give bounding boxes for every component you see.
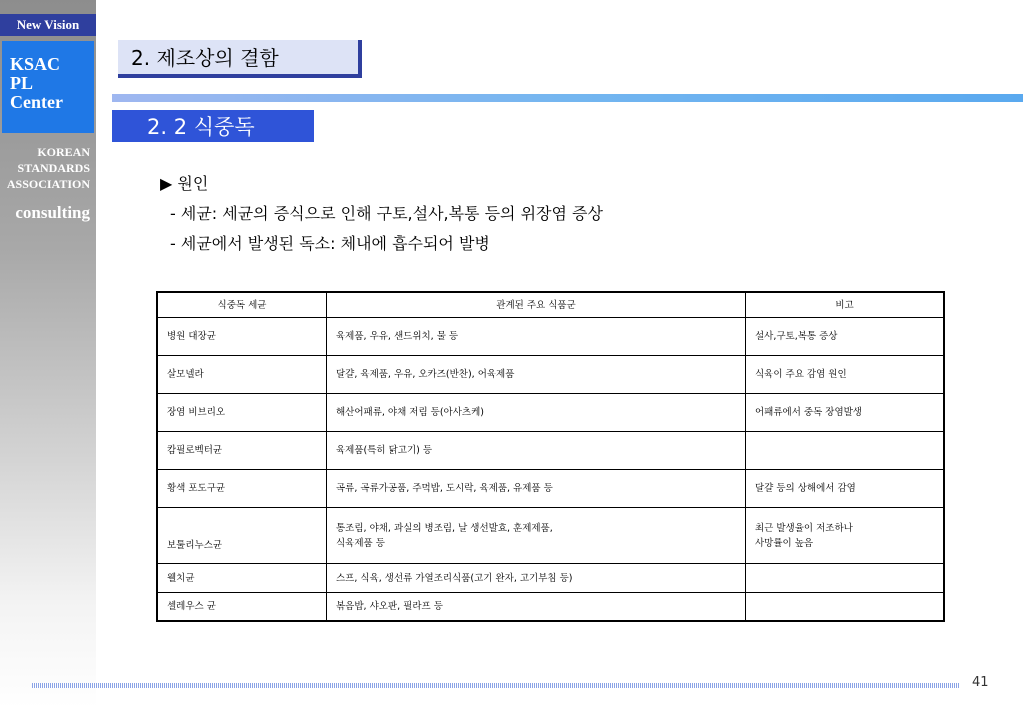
- korean-line-3: ASSOCIATION: [6, 177, 90, 191]
- table-row: [157, 432, 944, 470]
- cell-notes: 식육이 주요 감염 원인: [746, 356, 945, 394]
- cell-foods: [327, 508, 746, 564]
- header-divider-bar: [112, 94, 1023, 102]
- korean-line-1: KOREAN: [37, 145, 90, 159]
- table-row: [157, 508, 944, 564]
- ksac-line-1: KSAC: [10, 54, 61, 74]
- section-subtitle: 2. 2 식중독: [147, 115, 255, 139]
- cell-notes-line-2: 사망률이 높음: [755, 537, 814, 549]
- page-number: 41: [972, 675, 989, 690]
- cell-bacteria: 장염 비브리오: [157, 394, 327, 432]
- table-row: [157, 593, 944, 622]
- cell-notes: [746, 432, 945, 470]
- consulting-label: consulting: [15, 203, 90, 222]
- page-title: 2. 제조상의 결함: [131, 46, 279, 70]
- korean-line-2: STANDARDS: [17, 161, 90, 175]
- table-row: [157, 394, 944, 432]
- bullet-2: - 세균에서 발생된 독소: 체내에 흡수되어 발병: [170, 234, 490, 253]
- cell-notes-line-1: 최근 발생율이 저조하나: [755, 522, 853, 534]
- ksac-line-3: Center: [10, 92, 63, 112]
- korean-standards-label: [0, 144, 90, 192]
- cell-notes: 달걀 등의 상해에서 감염: [746, 470, 945, 508]
- sidebar: [0, 0, 96, 708]
- header-notes: 비고: [746, 292, 945, 318]
- new-vision-label: New Vision: [0, 14, 96, 36]
- cell-notes: [746, 593, 945, 622]
- cell-bacteria: 병원 대장균: [157, 318, 327, 356]
- ksac-line-2: PL: [10, 73, 34, 93]
- cell-foods: 곡류, 곡류가공품, 주먹밥, 도시락, 육제품, 유제품 등: [327, 470, 746, 508]
- cell-bacteria: 황색 포도구균: [157, 470, 327, 508]
- table-row: [157, 564, 944, 593]
- cell-notes: [746, 508, 945, 564]
- cell-notes: [746, 564, 945, 593]
- bullet-1: - 세균: 세균의 증식으로 인해 구토,설사,복통 등의 위장염 증상: [170, 204, 603, 223]
- header-foods: 관계된 주요 식품군: [327, 292, 746, 318]
- cell-bacteria: 살모넬라: [157, 356, 327, 394]
- cause-heading: ▶ 원인: [160, 174, 209, 193]
- cell-foods-line-1: 통조림, 야채, 과실의 병조림, 날 생선발효, 훈제제품,: [336, 522, 553, 534]
- cell-foods-line-2: 식육제품 등: [336, 537, 385, 549]
- table-row: [157, 318, 944, 356]
- cell-foods: 육제품, 우유, 샌드위치, 물 등: [327, 318, 746, 356]
- cell-notes: 설사,구토,복통 증상: [746, 318, 945, 356]
- cell-bacteria: 캄필로벡터균: [157, 432, 327, 470]
- cell-foods: 해산어패류, 야채 저림 등(아사츠케): [327, 394, 746, 432]
- cell-bacteria: 보툴리누스균: [157, 508, 327, 564]
- header-bacteria: 식중독 세균: [157, 292, 327, 318]
- cell-bacteria: 셀레우스 균: [157, 593, 327, 622]
- table-row: [157, 470, 944, 508]
- cell-foods: 볶음밥, 샤오판, 필라프 등: [327, 593, 746, 622]
- cell-foods: 육제품(특히 닭고기) 등: [327, 432, 746, 470]
- footer-divider: [32, 683, 959, 688]
- cell-notes: 어패류에서 중독 장염발생: [746, 394, 945, 432]
- table-row: [157, 356, 944, 394]
- cell-bacteria: 웰치균: [157, 564, 327, 593]
- ksac-logo: [2, 41, 94, 133]
- table-header-row: [157, 292, 944, 318]
- cell-foods: 달걀, 육제품, 우유, 오카즈(반찬), 어육제품: [327, 356, 746, 394]
- cell-foods: 스프, 식육, 생선류 가열조리식품(고기 완자, 고기부침 등): [327, 564, 746, 593]
- food-poisoning-table: [156, 291, 945, 622]
